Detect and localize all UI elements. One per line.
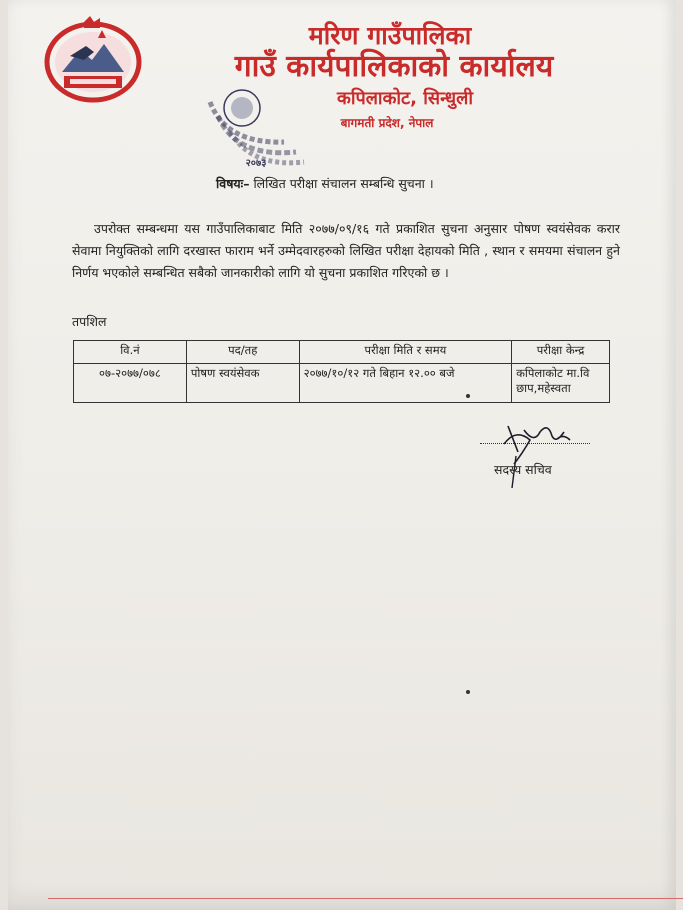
- office-name: गाउँ कार्यपालिकाको कार्यालय: [234, 49, 554, 84]
- municipality-name: मरिण गाउँपालिका: [308, 21, 472, 50]
- subject-text: लिखित परीक्षा संचालन सम्बन्धि सुचना ।: [253, 176, 434, 191]
- table-header-row: [74, 341, 610, 364]
- office-province: बागमती प्रदेश, नेपाल: [340, 116, 434, 130]
- table-cell-datetime: २०७७/१०/१२ गते बिहान १२.०० बजे: [299, 364, 511, 403]
- document-page: [8, 0, 676, 910]
- ink-speck: [466, 690, 470, 694]
- table-cell-post: पोषण स्वयंसेवक: [186, 364, 299, 403]
- column-header: पद/तह: [186, 341, 299, 364]
- column-header: वि.नं: [74, 341, 187, 364]
- ink-speck: [466, 394, 470, 398]
- notice-body: उपरोक्त सम्बन्धमा यस गाउँपालिकाबाट मिति २०७७/०९/१६ गते प्रकाशित सुचना अनुसार पोषण स्वयंसेवक करार सेवामा नियुक्तिको लागि दरखास्त फाराम भर्ने उम्मेदवारहरुको लिखित परीक्षा देहायको मिति , स्थान र समयमा संचालन हुने निर्णय भएकोले सम्बन्धित सबैको जानकारीको लागि यो सुचना प्रकाशित गरिएको छ ।: [72, 221, 620, 280]
- subject-line: [216, 175, 546, 192]
- table-row: [74, 364, 610, 403]
- nepal-emblem-icon: [40, 16, 146, 104]
- handwritten-signature: [494, 410, 594, 490]
- seal-year: २०७३: [245, 158, 267, 169]
- subject-label: विषयः–: [216, 176, 250, 191]
- exam-schedule-table: [73, 340, 610, 403]
- table-cell-serial: ०७-२०७७/०७८: [74, 364, 187, 403]
- signer-title: सदस्य सचिव: [494, 462, 552, 477]
- office-address: कपिलाकोट, सिन्धुली: [337, 88, 473, 109]
- bottom-rule: [48, 898, 683, 899]
- column-header: परीक्षा केन्द्र: [512, 341, 610, 364]
- table-cell-center: कपिलाकोट मा.वि छाप,महेस्वता: [512, 364, 610, 403]
- details-label: तपशिल: [72, 314, 107, 329]
- column-header: परीक्षा मिति र समय: [299, 341, 511, 364]
